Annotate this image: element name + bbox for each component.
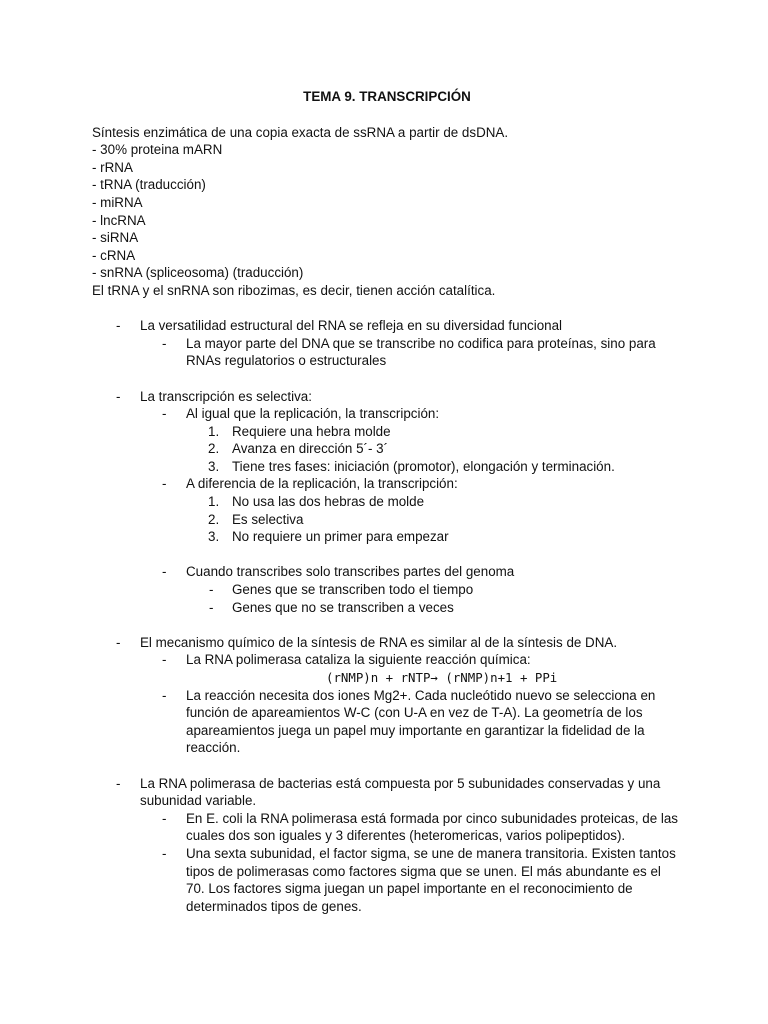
sub-sub-bullet-item — [92, 581, 682, 599]
bullet-item — [92, 388, 682, 406]
numbered-item — [92, 493, 682, 511]
intro-line: - snRNA (spliceosoma) (traducción) — [92, 265, 304, 281]
document-title: TEMA 9. TRANSCRIPCIÓN — [303, 89, 471, 104]
item-text: Genes que se transcriben todo el tiempo — [232, 582, 474, 598]
item-text: Genes que no se transcriben a veces — [232, 599, 454, 615]
sub-bullet-item — [92, 563, 682, 581]
item-text: Avanza en dirección 5´- 3´ — [232, 441, 389, 457]
intro-line: Síntesis enzimática de una copia exacta de ssRNA a partir de dsDNA. — [92, 124, 509, 140]
bullet-dash: - — [116, 634, 121, 650]
intro-line: - cRNA — [92, 247, 136, 263]
section-chemical-mechanism — [92, 634, 682, 757]
bullet-text: La RNA polimerasa de bacterias está compuesta por 5 subunidades conservadas y una subunidad variable. — [140, 775, 661, 809]
intro-line: - rRNA — [92, 159, 133, 175]
bullet-dash: - — [209, 582, 214, 598]
intro-line: - 30% proteina mARN — [92, 142, 223, 158]
intro-line: - tRNA (traducción) — [92, 177, 206, 193]
bullet-text: La reacción necesita dos iones Mg2+. Cada nucleótido nuevo se selecciona en función de apareamientos W-C (con U-A en vez de T-A). La geometría de los apareamientos juega un papel muy importante en garantizar la fidelidad de la reacción. — [186, 687, 656, 756]
bullet-dash: - — [209, 599, 214, 615]
bullet-dash: - — [116, 318, 121, 334]
bullet-dash: - — [162, 406, 167, 422]
bullet-text: La versatilidad estructural del RNA se refleja en su diversidad funcional — [140, 318, 563, 334]
numbered-item — [92, 440, 682, 458]
intro-line: - miRNA — [92, 194, 143, 210]
item-text: Tiene tres fases: iniciación (promotor), elongación y terminación. — [232, 458, 615, 474]
bullet-text: El mecanismo químico de la síntesis de RNA es similar al de la síntesis de DNA. — [140, 634, 618, 650]
sub-bullet-item — [92, 405, 682, 423]
bullet-text: En E. coli la RNA polimerasa está formada por cinco subunidades proteicas, de las cuales dos son iguales y 3 diferentes (heteromericas, varios polipeptidos). — [186, 810, 678, 844]
number-marker: 1. — [208, 423, 220, 439]
section-bacterial-polymerase — [92, 775, 682, 916]
number-marker: 3. — [208, 458, 220, 474]
numbered-item — [92, 458, 682, 476]
bullet-text: La transcripción es selectiva: — [140, 388, 312, 404]
bullet-text: Cuando transcribes solo transcribes partes del genoma — [186, 564, 515, 580]
numbered-item — [92, 511, 682, 529]
intro-block — [92, 124, 682, 300]
bullet-dash: - — [116, 775, 121, 791]
bullet-item — [92, 317, 682, 335]
bullet-item — [92, 634, 682, 652]
section-rna-versatility — [92, 317, 682, 370]
intro-line: - lncRNA — [92, 212, 146, 228]
bullet-dash: - — [162, 845, 167, 861]
bullet-dash: - — [162, 476, 167, 492]
sub-bullet-item — [92, 845, 682, 915]
item-text: Es selectiva — [232, 511, 304, 527]
bullet-dash: - — [162, 810, 167, 826]
bullet-dash: - — [162, 335, 167, 351]
sub-bullet-item — [92, 810, 682, 845]
item-text: No requiere un primer para empezar — [232, 529, 449, 545]
section-selective-transcription — [92, 388, 682, 617]
sub-bullet-item — [92, 335, 682, 370]
document-page — [92, 88, 682, 915]
bullet-text: Una sexta subunidad, el factor sigma, se une de manera transitoria. Existen tantos tipos de polimerasas como factores sigma que se unen. El más abundante es el 70. Los factores sigma juegan un papel importante en el reconocimiento de determinados tipos de genes. — [186, 845, 676, 914]
number-marker: 2. — [208, 511, 220, 527]
bullet-dash: - — [162, 652, 167, 668]
number-marker: 3. — [208, 529, 220, 545]
number-marker: 1. — [208, 494, 220, 510]
sub-bullet-item — [92, 687, 682, 757]
number-marker: 2. — [208, 441, 220, 457]
bullet-text: A diferencia de la replicación, la transcripción: — [186, 476, 458, 492]
numbered-item — [92, 423, 682, 441]
intro-line: - siRNA — [92, 230, 139, 246]
bullet-dash: - — [162, 687, 167, 703]
intro-line: El tRNA y el snRNA son ribozimas, es decir, tienen acción catalítica. — [92, 282, 496, 298]
item-text: Requiere una hebra molde — [232, 423, 391, 439]
item-text: No usa las dos hebras de molde — [232, 494, 425, 510]
bullet-text: La mayor parte del DNA que se transcribe no codifica para proteínas, sino para RNAs regulatorios o estructurales — [186, 335, 656, 369]
numbered-item — [92, 528, 682, 546]
bullet-item — [92, 775, 682, 810]
spacer — [92, 546, 682, 564]
bullet-dash: - — [162, 564, 167, 580]
bullet-dash: - — [116, 388, 121, 404]
reaction-formula: (rNMP)n + rNTP→ (rNMP)n+1 + PPi — [326, 670, 558, 685]
sub-bullet-item — [92, 475, 682, 493]
bullet-text: La RNA polimerasa cataliza la siguiente reacción química: — [186, 652, 531, 668]
bullet-text: Al igual que la replicación, la transcripción: — [186, 406, 440, 422]
sub-bullet-item — [92, 651, 682, 669]
sub-sub-bullet-item — [92, 599, 682, 617]
